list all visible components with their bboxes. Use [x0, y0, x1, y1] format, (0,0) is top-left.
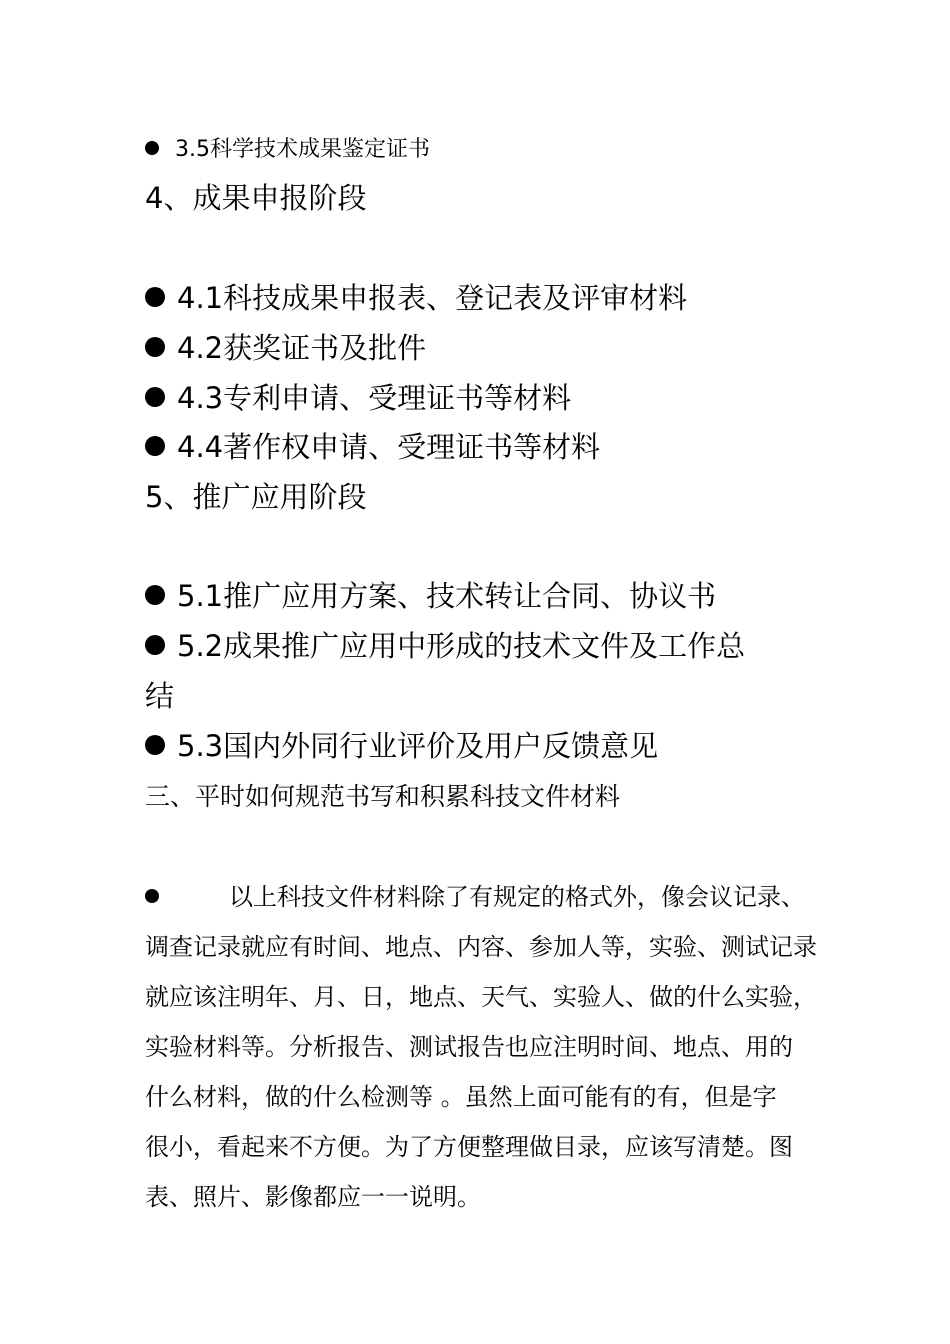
- paragraph-line: 调查记录就应有时间、地点、内容、参加人等，实验、测试记录: [145, 933, 817, 961]
- list-item-5-1: [145, 579, 717, 613]
- list-item-text: 5.3国内外同行业评价及用户反馈意见: [177, 729, 659, 763]
- heading-stage-4: 4、成果申报阶段: [145, 181, 367, 215]
- list-item-5-2: [145, 629, 746, 663]
- list-item-text: 5.1推广应用方案、技术转让合同、协议书: [177, 579, 717, 613]
- paragraph-line: 很小，看起来不方便。为了方便整理做目录，应该写清楚。图: [145, 1133, 793, 1161]
- list-item-text: 4.1科技成果申报表、登记表及评审材料: [177, 281, 688, 315]
- paragraph-line: [145, 872, 825, 922]
- list-item-4-1: [145, 281, 688, 315]
- heading-stage-5: 5、推广应用阶段: [145, 480, 367, 514]
- bullet-icon: [145, 287, 165, 307]
- list-item-text: 4.4著作权申请、受理证书等材料: [177, 430, 601, 464]
- list-item-4-3: [145, 381, 572, 415]
- bullet-icon: [145, 585, 165, 605]
- list-item-5-2-continuation: 结: [145, 679, 175, 713]
- list-item-text: 5.2成果推广应用中形成的技术文件及工作总: [177, 629, 746, 663]
- body-paragraph: [145, 872, 825, 1222]
- bullet-icon: [145, 889, 159, 903]
- bullet-icon: [145, 635, 165, 655]
- list-item-4-2: [145, 331, 427, 365]
- list-item-3-5: [145, 139, 430, 161]
- bullet-icon: [145, 141, 159, 155]
- list-item-text: 4.3专利申请、受理证书等材料: [177, 381, 572, 415]
- paragraph-line: 就应该注明年、月、日，地点、天气、实验人、做的什么实验，: [145, 983, 817, 1011]
- paragraph-line: 什么材料，做的什么检测等 。虽然上面可能有的有，但是字: [145, 1083, 777, 1111]
- list-item-text: 4.2获奖证书及批件: [177, 331, 427, 365]
- paragraph-line: 表、照片、影像都应一一说明。: [145, 1183, 481, 1211]
- section-heading-3: 三、平时如何规范书写和积累科技文件材料: [145, 782, 621, 811]
- bullet-icon: [145, 387, 165, 407]
- paragraph-line: 实验材料等。分析报告、测试报告也应注明时间、地点、用的: [145, 1033, 793, 1061]
- list-item-5-3: [145, 729, 659, 763]
- list-item-4-4: [145, 430, 601, 464]
- list-item-text: 3.5科学技术成果鉴定证书: [175, 137, 430, 162]
- bullet-icon: [145, 735, 165, 755]
- bullet-icon: [145, 436, 165, 456]
- paragraph-text: 以上科技文件材料除了有规定的格式外，像会议记录、: [229, 883, 805, 911]
- bullet-icon: [145, 337, 165, 357]
